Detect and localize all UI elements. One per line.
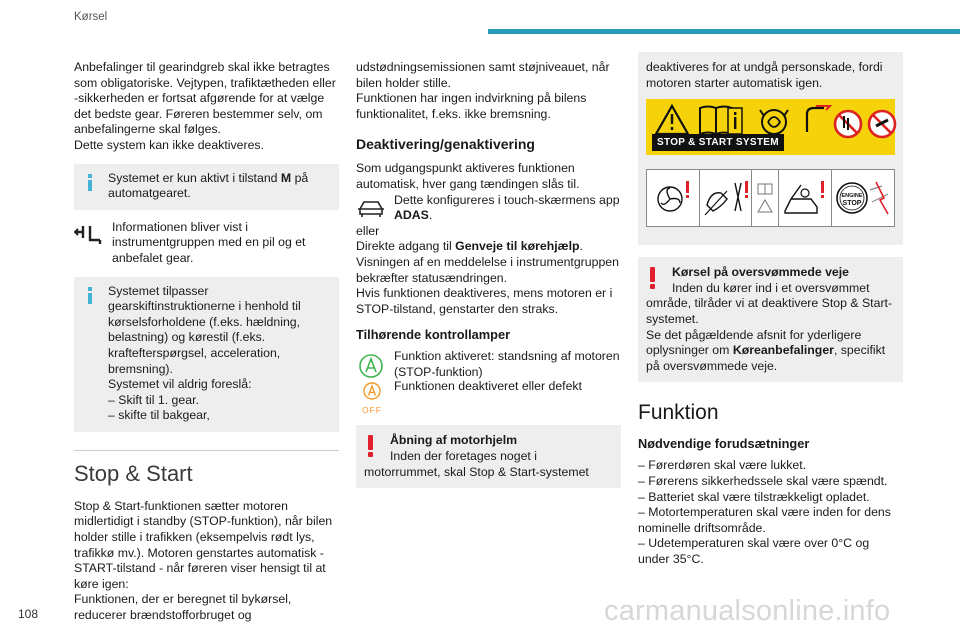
paragraph: Direkte adgang til Genveje til kørehjælp. xyxy=(356,239,583,254)
manual-read-pictogram xyxy=(752,170,779,226)
section-title: Funktion xyxy=(638,401,719,425)
paragraph: Hvis funktionen deaktiveres, mens motoren er i STOP-tilstand, genstarter den straks. xyxy=(356,286,613,316)
warning-note: Kørsel på oversvømmede veje Inden du kører ind i et oversvømmet område, tilråder vi at deaktivere Stop & Start-systemet. Se det pågældende afsnit for yderligere oplysninger om Køreanbefalinger, specifikt på oversvømmede veje. xyxy=(638,257,903,382)
engine-button-text-top: ENGINE xyxy=(841,193,863,200)
under-hood-pictogram-strip xyxy=(646,169,895,227)
hand-hazard-pictogram xyxy=(700,170,753,226)
column-3 xyxy=(638,52,903,568)
list-item: – Førerdøren skal være lukket. xyxy=(638,458,807,473)
engine-compartment-pictogram xyxy=(779,170,832,226)
list-item: – Førerens sikkerhedsselе skal være spændt. xyxy=(638,473,888,488)
warning-exclamation-icon xyxy=(368,435,374,457)
adas-row: Dette konfigureres i touch-skærmens app ADAS. xyxy=(356,193,621,224)
engine-button-text-bottom: STOP xyxy=(842,200,862,208)
subheading: Nødvendige forudsætninger xyxy=(638,436,810,452)
info-note-text: Systemet er kun aktivt i tilstand M på automatgearet. xyxy=(108,170,309,201)
paragraph: deaktiveres for at undgå personskade, fordi motoren starter automatisk igen. xyxy=(646,60,883,90)
paragraph: Som udgangspunkt aktiveres funktionen automatisk, hver gang tændingen slås til. xyxy=(356,161,580,191)
paragraph: Visningen af en meddelelse i instrumentgruppen bekræfter statusændringen. xyxy=(356,254,619,285)
warning-label-figure xyxy=(638,52,903,245)
lamp-row-off: OFF Funktionen deaktiveret eller defekt xyxy=(356,379,621,411)
paragraph: eller xyxy=(356,223,380,238)
paragraph: Stop & Start-funktionen sætter motoren midlertidigt i standby (STOP-funktion), når bilen holder stille i trafikken (eksempelvis rødt lys, trafikkø mv.). Motoren genstartes automatisk -START-tilstand - når føreren viser hensigt til at køre igen: xyxy=(74,498,333,591)
info-icon xyxy=(88,287,92,304)
label-text: STOP & START SYSTEM xyxy=(652,134,784,152)
info-note-text: Systemet tilpasser gearskiftinstruktionerne i henhold til kørselsforholdene (f.eks. hældning, belastning) og kørestil (f.eks. kraftefterspørgsel, acceleration, bremsning). Systemet vil aldrig foreslå: – Skift til 1. gear. – skifte til bakgear, xyxy=(108,283,301,423)
subheading: Tilhørende kontrollamper xyxy=(356,327,511,343)
paragraph: Anbefalinger til gearindgreb skal ikke betragtes som obligatoriske. Vejtypen, trafiktætheden eller -sikkerheden er fortsat afgørende for at vælge det bedste gear. Føreren bestemmer selv, om anbefalingerne skal følges. xyxy=(74,60,336,137)
page-header-title: Kørsel xyxy=(74,11,108,23)
paragraph: Dette system kan ikke deaktiveres. xyxy=(74,137,264,152)
page-number: 108 xyxy=(18,607,39,621)
info-icon xyxy=(88,174,92,191)
watermark: carmanualsonline.info xyxy=(604,595,891,627)
car-driving-aid-icon xyxy=(356,197,386,224)
list-item: – Motortemperaturen skal være inden for dens nominelle driftsområde. xyxy=(638,505,891,535)
gear-shift-arrow-icon xyxy=(74,222,106,253)
gear-info-row: Informationen bliver vist i instrumentgruppen med en pil og et anbefalet gear. xyxy=(74,220,339,267)
section-divider xyxy=(74,450,339,451)
header-accent-bar xyxy=(488,29,960,34)
paragraph: Funktionen, der er beregnet til bykørsel, reducerer brændstofforbruget og xyxy=(74,592,292,623)
info-note xyxy=(74,277,339,432)
lamp-row-active: Funktion aktiveret: standsning af motoren (STOP-funktion) xyxy=(356,349,621,381)
warning-note: Åbning af motorhjelm Inden der foretages noget i motorrummet, skal Stop & Start-systemet xyxy=(356,425,621,488)
info-note xyxy=(74,164,339,210)
warning-exclamation-icon xyxy=(650,267,656,289)
paragraph: Funktionen har ingen indvirkning på bilens funktionalitet, f.eks. ikke bremsning. xyxy=(356,91,587,121)
column-2 xyxy=(356,60,621,496)
stop-start-warning-label xyxy=(646,99,895,155)
list-item: – Batteriet skal være tilstrækkeligt opladet. xyxy=(638,489,870,504)
fan-hazard-pictogram xyxy=(647,170,700,226)
engine-stop-pictogram xyxy=(832,170,894,226)
paragraph: udstødningsemissionen samt støjniveauet, når bilen holder stille. xyxy=(356,60,610,90)
stop-start-off-lamp-icon: OFF xyxy=(358,381,386,415)
section-title: Stop & Start xyxy=(74,460,193,486)
list-item: – Udetemperaturen skal være over 0°C og under 35°C. xyxy=(638,536,870,566)
column-1 xyxy=(74,60,339,624)
subheading: Deaktivering/genaktivering xyxy=(356,136,535,153)
